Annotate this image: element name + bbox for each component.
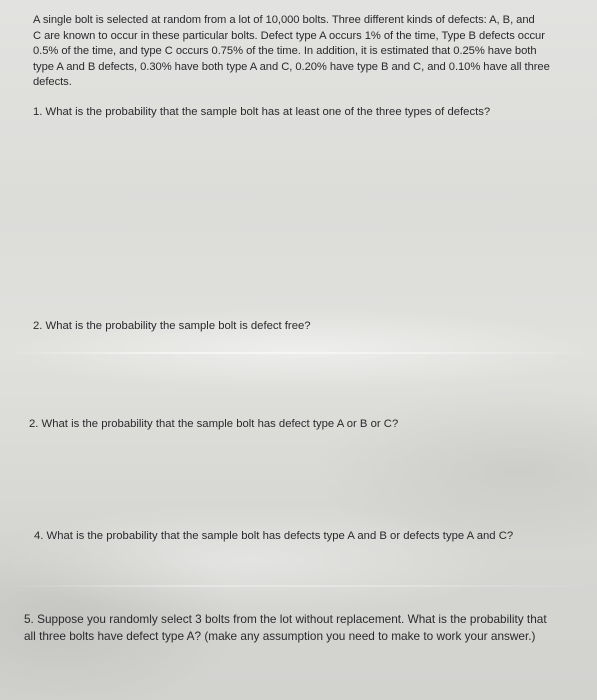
problem-statement bbox=[33, 13, 581, 91]
paper-fold-crease bbox=[0, 352, 597, 354]
question-5-line: 5. Suppose you randomly select 3 bolts from the lot without replacement. What is the probability that bbox=[24, 612, 547, 626]
problem-statement-line: C are known to occur in these particular bolts. Defect type A occurs 1% of the time, Type B defects occur bbox=[33, 29, 545, 42]
problem-statement-line: defects. bbox=[33, 76, 72, 89]
problem-statement-line: A single bolt is selected at random from a lot of 10,000 bolts. Three different kinds of defects: A, B, and bbox=[33, 14, 535, 26]
question-4: 4. What is the probability that the sample bolt has defects type A and B or defects type A and C? bbox=[34, 530, 514, 542]
question-3: 2. What is the probability that the sample bolt has defect type A or B or C? bbox=[29, 418, 399, 430]
paper-fold-crease bbox=[0, 585, 597, 587]
problem-statement-line: type A and B defects, 0.30% have both type A and C, 0.20% have type B and C, and 0.10% have all three bbox=[33, 60, 550, 73]
question-1: 1. What is the probability that the sample bolt has at least one of the three types of defects? bbox=[33, 106, 491, 118]
problem-statement-line: 0.5% of the time, and type C occurs 0.75% of the time. In addition, it is estimated that 0.25% have both bbox=[33, 45, 537, 58]
question-5 bbox=[24, 611, 596, 645]
question-5-line: all three bolts have defect type A? (make any assumption you need to make to work your answer.) bbox=[24, 629, 536, 643]
question-2: 2. What is the probability the sample bolt is defect free? bbox=[33, 320, 311, 332]
